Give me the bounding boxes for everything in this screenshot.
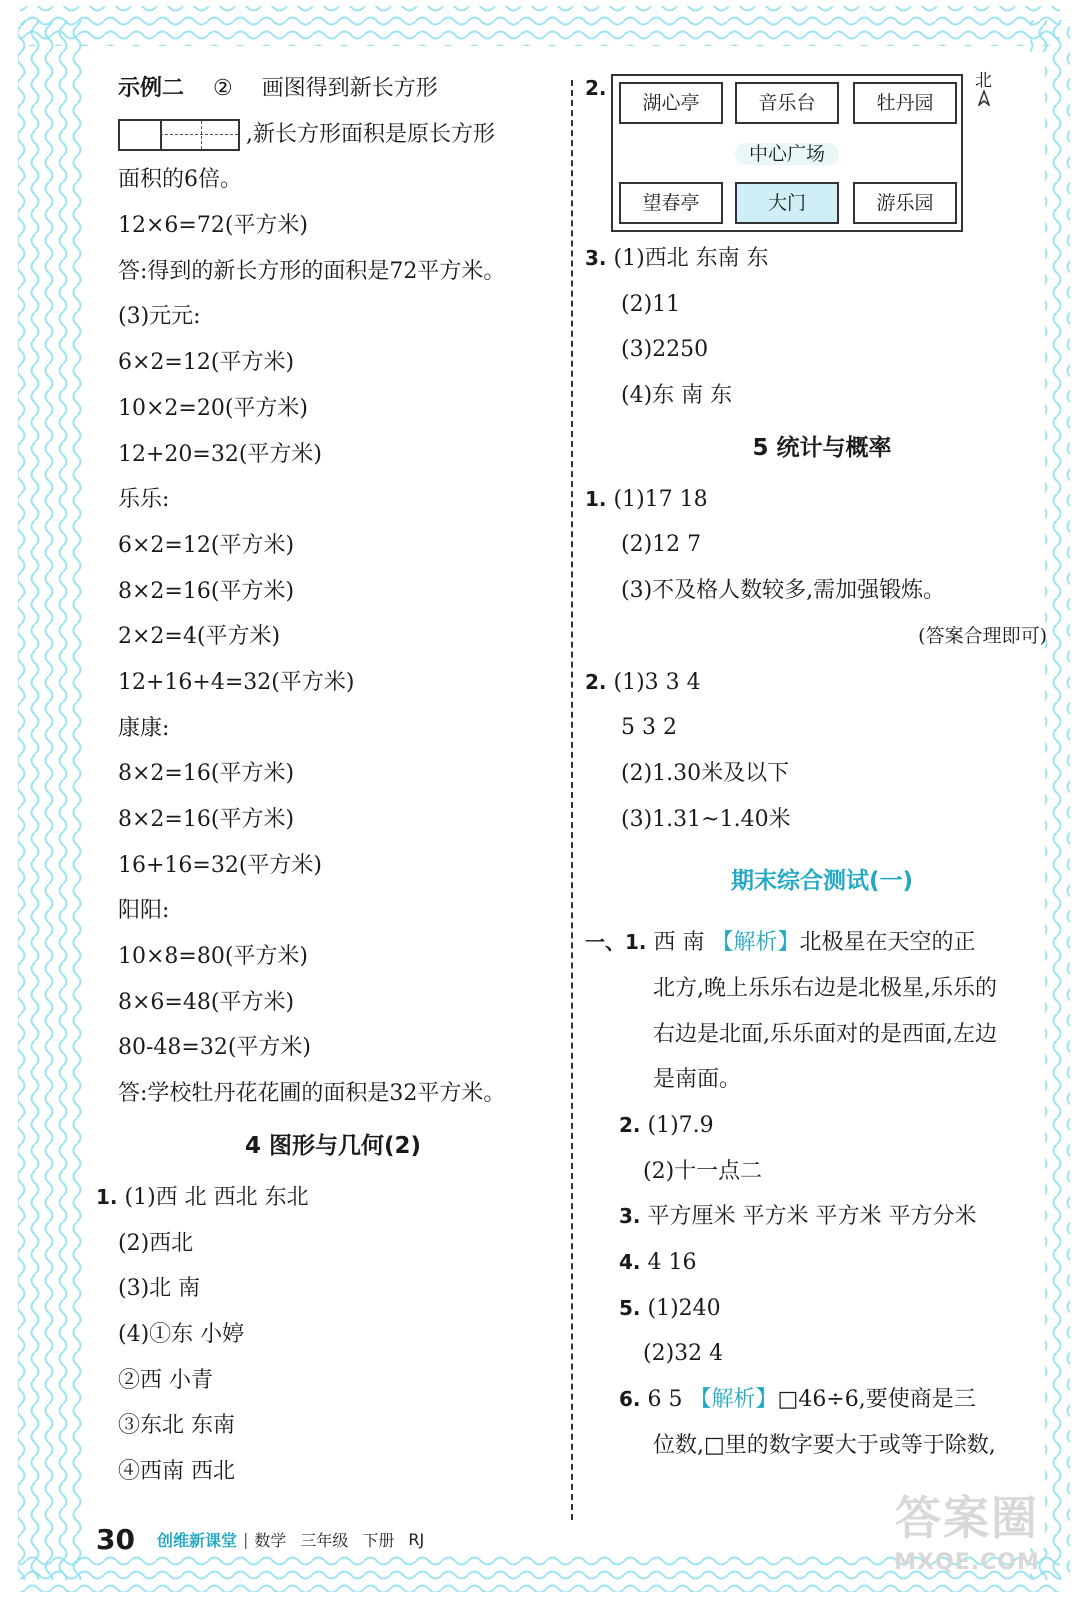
answer-line: (2)十一点二 [643,1158,763,1184]
s5-question-2 [585,660,1047,706]
answer-line: (3)不及格人数较多,需加强锻炼。 [621,578,946,604]
answer-text: (1)17 18 [613,486,708,512]
answer-line: ③东北 东南 [118,1413,235,1439]
test-question-4 [619,1240,1047,1286]
question-1 [96,1175,548,1221]
answer-text: (1)240 [647,1295,721,1321]
area-times-line: 面积的6倍。 [118,167,242,193]
page-number: 30 [96,1522,135,1556]
subject: 数学 [254,1530,287,1550]
analysis-line: 右边是北面,乐乐面对的是西面,左边 [653,1021,997,1047]
answer-line: (4)东 南 东 [621,383,733,409]
analysis-line: 是南面。 [653,1067,742,1093]
example-title: 示例二 [118,76,185,101]
question-number: 1. [96,1184,118,1209]
answer-line: (2)西北 [118,1230,194,1256]
analysis-line: 位数,□里的数字要大于或等于除数, [653,1432,996,1458]
analysis-text: □46÷6,要使商是三 [777,1387,976,1413]
map-cell: 湖心亭 [619,82,723,124]
calc-line: 6×2=12(平方米) [118,350,295,376]
answer-text: (1)3 3 4 [613,669,701,695]
map-cell: 游乐园 [853,182,957,224]
answer-line: (3)1.31~1.40米 [621,806,791,832]
answer-line: (3)2250 [621,337,709,363]
analysis-line: 北方,晚上乐乐右边是北极星,乐乐的 [653,975,997,1001]
example-desc: 画图得到新长方形 [261,76,438,101]
test-question-5 [619,1286,1047,1332]
answer-line: (2)1.30米及以下 [621,760,790,786]
question-number: 3. [585,246,607,270]
answer-line: (2)32 4 [643,1341,724,1367]
calc-line: 10×8=80(平方米) [118,944,309,970]
answer-line: (4)①东 小婷 [118,1321,245,1347]
answer-text: 平方厘米 平方米 平方米 平方分米 [647,1204,977,1230]
watermark-url: MXQE.COM [894,1550,1040,1575]
calc-line: 16+16=32(平方米) [118,852,323,878]
question-number: 2. [585,669,607,694]
analysis-tag: 【解析】 [711,930,800,956]
calc-line: 6×2=12(平方米) [118,532,295,558]
test-question-1 [585,920,1047,966]
new-rectangle-figure [118,119,240,151]
section-4-title: 4 图形与几何(2) [244,1132,422,1159]
grade: 三年级 [300,1530,349,1550]
edition: RJ [408,1529,425,1549]
answer-line: 答:得到的新长方形的面积是72平方米。 [118,258,506,284]
figure-caption: ,新长方形面积是原长方形 [246,121,495,147]
north-label: 北 [975,71,992,91]
calc-line: 10×2=20(平方米) [118,395,309,421]
question-number: 1. [585,486,607,511]
answer-line: ④西南 西北 [118,1458,235,1484]
s5-question-1 [585,477,1047,523]
brand-name: 创维新课堂 [156,1530,237,1550]
question-3 [585,236,1047,282]
analysis-text: 北极星在天空的正 [799,930,976,956]
answer-text: (1)西北 东南 东 [613,246,769,271]
answer-text: 4 16 [647,1250,697,1276]
footer-separator: | [242,1529,249,1549]
calc-line: 2×2=4(平方米) [118,624,281,650]
question-number: 6. [619,1387,641,1412]
answer-text: (1)西 北 西北 东北 [124,1184,309,1210]
answer-line: (2)12 7 [621,532,702,558]
answer-line: 答:学校牡丹花花圃的面积是32平方米。 [118,1081,506,1107]
watermark-logo [882,1488,1052,1590]
north-arrow-icon [975,72,992,110]
map-cell-highlighted: 大门 [735,182,839,224]
right-column [585,66,1047,1469]
reasonable-answer-note: (答案合理即可) [918,624,1047,647]
column-divider [571,80,573,1520]
example-heading [118,66,548,112]
test-title: 期末综合测试(一) [730,868,914,895]
person-label: 康康: [118,715,170,741]
part3-label: (3)元元: [118,304,201,330]
question-number: 5. [619,1295,641,1320]
section-5-title: 5 统计与概率 [752,434,892,461]
example-num: ② [213,76,233,101]
map-cell: 牡丹园 [853,82,957,124]
answer-text: 6 5 [647,1387,683,1413]
map-center [613,140,961,168]
question-number: 2. [585,76,607,100]
answer-line: (2)11 [621,291,681,317]
watermark-big: 答案圈 [895,1491,1039,1545]
test-question-2 [619,1103,1047,1149]
left-column [96,66,548,1495]
calc-line: 8×2=16(平方米) [118,578,295,604]
question-2-map [585,66,1047,236]
question-number: 一、1. [585,930,647,955]
person-label: 阳阳: [118,898,170,924]
test-question-6 [619,1377,1047,1423]
answer-line: ②西 小青 [118,1367,213,1393]
question-number: 3. [619,1204,641,1229]
calc-line: 80-48=32(平方米) [118,1035,312,1061]
page-footer [96,1522,438,1556]
park-map [611,74,963,232]
answer-text: (1)7.9 [647,1113,714,1138]
test-question-3 [619,1194,1047,1240]
map-cell: 音乐台 [735,82,839,124]
calc-line: 12+16+4=32(平方米) [118,669,355,695]
calc-line: 8×2=16(平方米) [118,761,295,787]
person-label: 乐乐: [118,487,170,513]
analysis-tag: 【解析】 [689,1387,778,1413]
map-center-label: 中心广场 [735,143,839,165]
question-number: 4. [619,1250,641,1275]
answer-line: 5 3 2 [621,715,677,741]
calc-line: 12×6=72(平方米) [118,213,309,239]
figure-line [118,112,548,158]
answer-text: 西 南 [653,930,705,956]
map-cell: 望春亭 [619,182,723,224]
term: 下册 [362,1530,395,1550]
calc-line: 8×6=48(平方米) [118,989,295,1015]
calc-line: 8×2=16(平方米) [118,807,295,832]
answer-line: (3)北 南 [118,1276,201,1302]
calc-line: 12+20=32(平方米) [118,441,323,467]
question-number: 2. [619,1113,641,1137]
